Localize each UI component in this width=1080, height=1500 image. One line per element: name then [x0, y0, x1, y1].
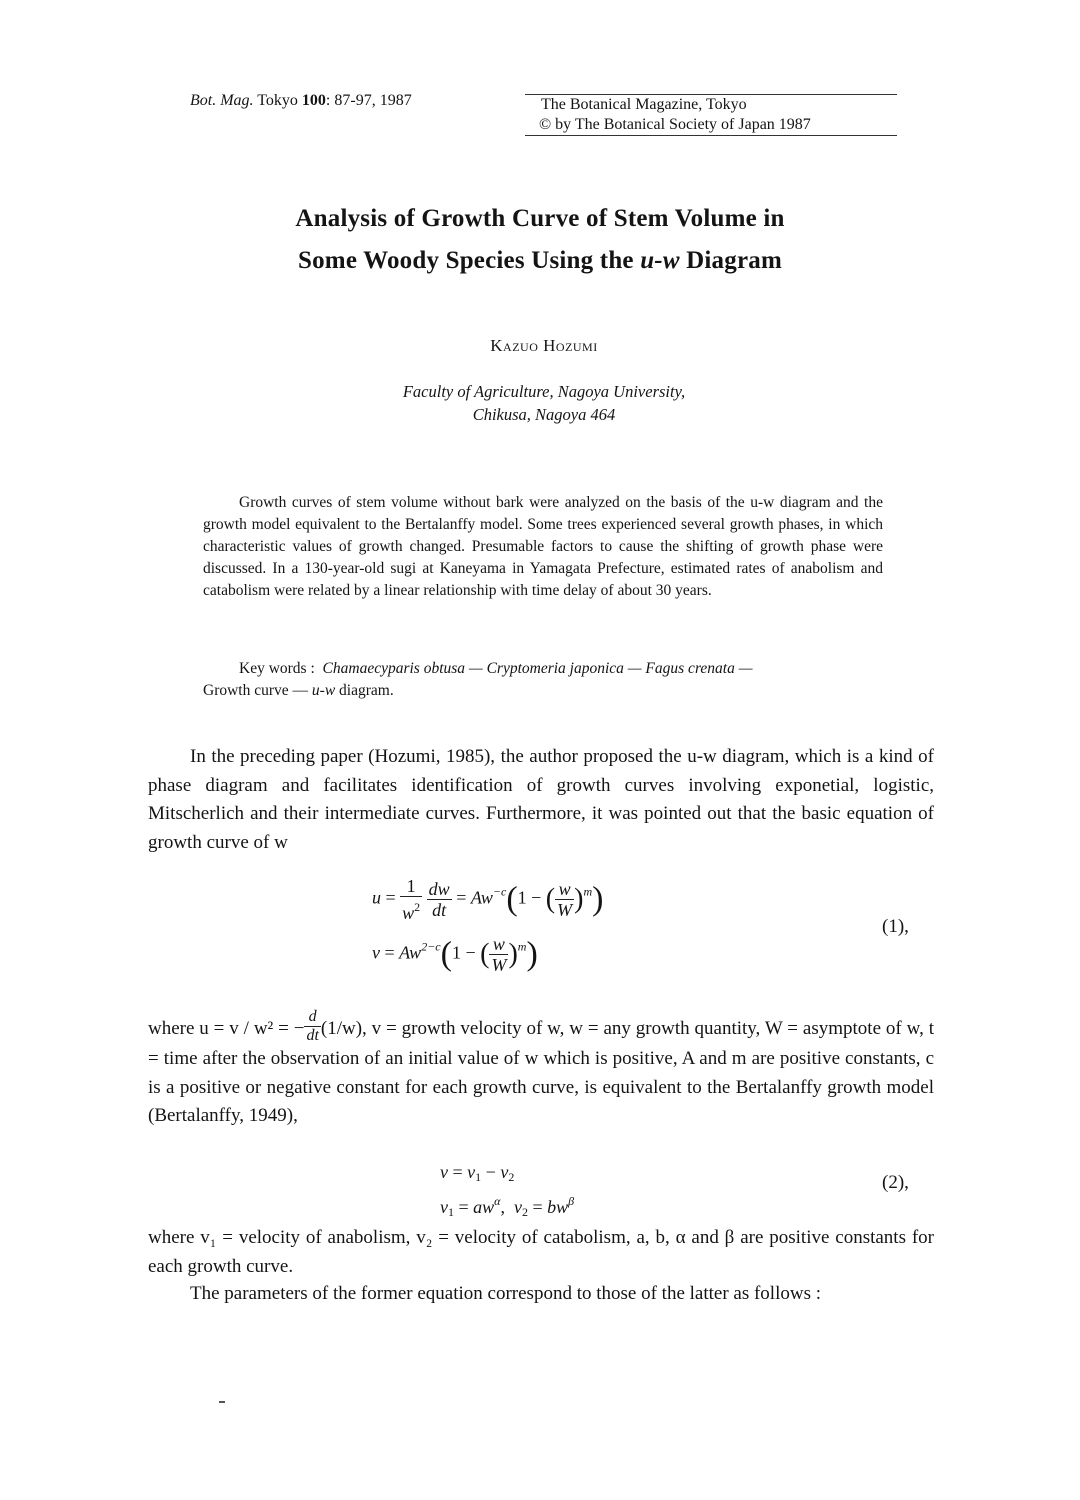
paragraph-intro: In the preceding paper (Hozumi, 1985), the author proposed the u-w diagram, which is a kind of phase diagram and facilitates identification of growth curves involving exponetial, logistic, Mitscherlich and their intermediate curves. Furthermore, it was pointed out that the basic equation of growth curve of w: [148, 746, 934, 853]
paper-title: [0, 198, 1080, 282]
imprint-bottom-rule: [525, 135, 897, 136]
abstract: Growth curves of stem volume without bark were analyzed on the basis of the u-w diagram and the growth model equivalent to the Bertalanffy model. Some trees experienced several growth phases, in which characteristic values of growth changed. Presumable factors to cause the shifting of growth phase were discussed. In a 130-year-old sugi at Kaneyama in Yamagata Prefecture, estimated rates of anabolism and catabolism were related by a linear relationship with time delay of about 30 years.: [203, 494, 883, 599]
journal-city: Tokyo: [257, 92, 298, 109]
equation-1-number: (1),: [882, 916, 909, 937]
paragraph-velocities: where v₁ = velocity of anabolism, v₂ = velocity of catabolism, a, b, α and β are positive constants for each growth curve.: [148, 1227, 934, 1277]
paragraph-definitions: where u = v / w² = − $\frac{d}{dt}$ (1/w), v = growth velocity of w, w = any growth quantity, W = asymptote of w, t = time after the observation of an initial value of w which is positive, A and m are positive constants, c is a positive or negative constant for each growth curve, is equivalent to the Bertalanffy growth model (Bertalanffy, 1949),: [148, 1008, 934, 1126]
title-line-2: Some Woody Species Using the u-w Diagram: [298, 247, 782, 274]
citation-line: [190, 92, 412, 110]
copyright-line: © by The Botanical Society of Japan 1987: [539, 116, 811, 133]
journal-abbrev: Bot. Mag.: [190, 92, 254, 109]
journal-pages: : 87-97, 1987: [325, 92, 412, 109]
title-line-1: Analysis of Growth Curve of Stem Volume in: [295, 205, 785, 232]
equation-2-number: (2),: [882, 1172, 909, 1193]
paragraph-parameters: The parameters of the former equation correspond to those of the latter as follows :: [190, 1283, 822, 1304]
journal-volume: 100: [301, 92, 326, 109]
keyword-species: Chamaecyparis obtusa — Cryptomeria japonica — Fagus crenata —: [322, 660, 753, 677]
equation-2: $v = v_1 - v_2$ $v_1 = aw^\alpha$, $v_2 = bw^\beta$: [440, 1162, 575, 1219]
journal-name: The Botanical Magazine, Tokyo: [541, 96, 747, 113]
affiliation: [0, 380, 1080, 426]
equation-1: u = $\frac{1}{w^2}$ $\frac{dw}{dt}$ = $Aw^{-c}(1$ − ( $\frac{w}{W}$ )$^m$) $v = Aw^{2-c}(1$ − ( $\frac{w}{W}$ )$^m$): [372, 876, 604, 975]
affiliation-line-1: Faculty of Agriculture, Nagoya University,: [402, 382, 686, 401]
journal-imprint: [525, 94, 897, 136]
affiliation-line-2: Chikusa, Nagoya 464: [472, 405, 616, 424]
author-name: Kazuo Hozumi: [490, 336, 598, 355]
keywords: Key words : Chamaecyparis obtusa — Cryptomeria japonica — Fagus crenata — Growth curve — u-w diagram.: [203, 660, 753, 699]
scan-mark: [219, 1401, 225, 1403]
